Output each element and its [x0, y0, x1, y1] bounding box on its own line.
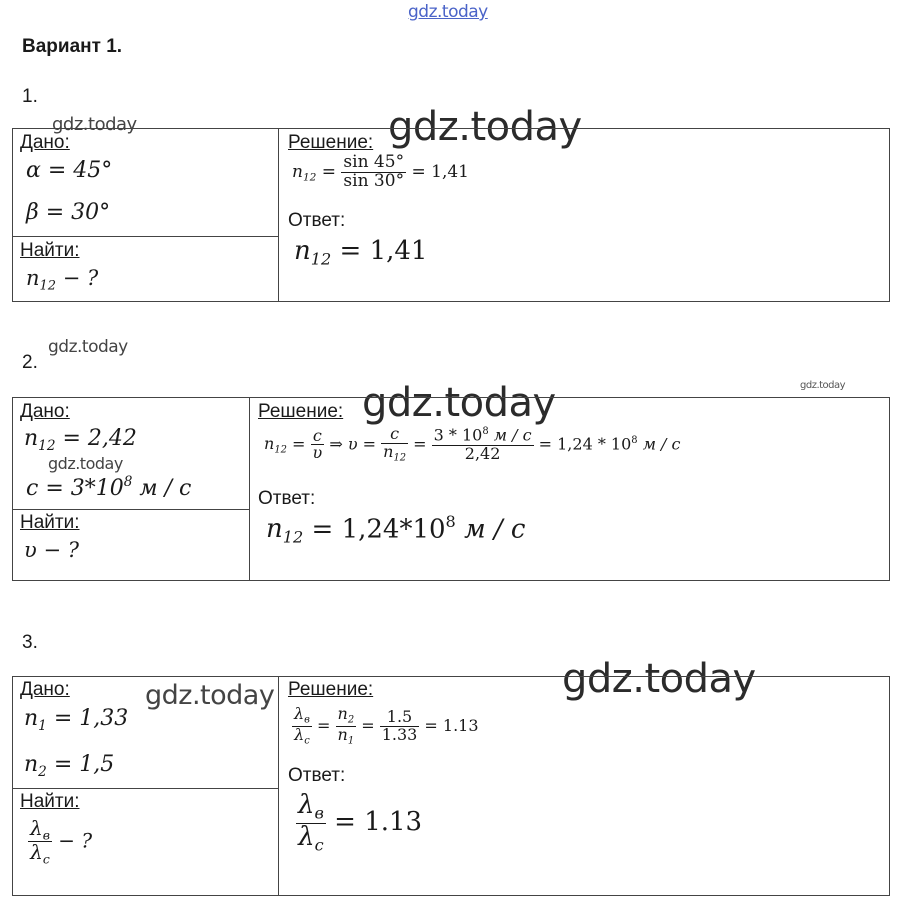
answer-label: Ответ:: [258, 488, 316, 509]
given-label: Дано:: [20, 401, 70, 422]
find-expression: υ − ?: [24, 538, 79, 562]
answer-value: $\frac{\lambda_в}{\lambda_с}$ = 1.13: [298, 790, 423, 855]
watermark: gdz.today: [48, 337, 128, 357]
answer-label: Ответ:: [288, 765, 346, 786]
answer-label: Ответ:: [288, 210, 346, 231]
given-n12: $n_{12} = 2,42$: [24, 426, 137, 454]
table-divider: [278, 128, 279, 302]
find-label: Найти:: [20, 512, 80, 533]
table-divider: [12, 236, 278, 237]
given-c: $c = 3*10^8$ м / с: [26, 474, 192, 501]
watermark: gdz.today: [388, 104, 582, 150]
given-alpha: α = 45°: [26, 158, 113, 183]
watermark-top: gdz.today: [408, 2, 488, 22]
solution-label: Решение:: [288, 132, 374, 153]
given-n2: $n_2 = 1,5$: [24, 752, 115, 780]
watermark: gdz.today: [562, 656, 756, 702]
answer-value: $n_{12} = 1,24*10^8$ м / с: [266, 512, 526, 548]
find-label: Найти:: [20, 240, 80, 261]
watermark: gdz.today: [362, 380, 556, 426]
find-label: Найти:: [20, 791, 80, 812]
watermark: gdz.today: [48, 454, 123, 473]
table-divider: [12, 788, 278, 789]
answer-value: $n_{12} = 1,41$: [294, 236, 428, 269]
page-title: Вариант 1.: [22, 36, 123, 57]
find-expression: $\frac{\lambda_в}{\lambda_с}$ − ?: [30, 816, 93, 867]
solution-label: Решение:: [258, 401, 344, 422]
solution-formula: $n_{12}$ = $\frac{c}{\upsilon}$ ⇒ υ = $\frac{c}{n_{12}}$ = $\frac{3 * 10^8 м / с}{2,42}$ = $1,24 * 10^8$ м / с: [264, 424, 681, 464]
watermark: gdz.today: [52, 114, 137, 135]
watermark: gdz.today: [800, 380, 846, 391]
find-expression: $n_{12}$ − ?: [26, 266, 99, 294]
watermark: gdz.today: [145, 680, 275, 711]
given-label: Дано:: [20, 679, 70, 700]
table-divider: [278, 676, 279, 896]
given-n1: $n_1 = 1,33$: [24, 706, 129, 734]
given-beta: β = 30°: [26, 200, 111, 225]
solution-formula: $\frac{\lambda_в}{\lambda_с}$ = $\frac{n_2}{n_1}$ = $\frac{1.5}{1.33}$ = 1.13: [294, 704, 479, 747]
problem-3-number: 3.: [22, 632, 38, 653]
solution-formula: $n_{12}$ = $\frac{\sin 45^\circ}{\sin 30^\circ}$ = 1,41: [292, 152, 469, 191]
given-label: Дано:: [20, 132, 70, 153]
solution-label: Решение:: [288, 679, 374, 700]
problem-2-number: 2.: [22, 352, 38, 373]
table-divider: [12, 509, 249, 510]
table-divider: [249, 397, 250, 581]
problem-1-number: 1.: [22, 86, 38, 107]
